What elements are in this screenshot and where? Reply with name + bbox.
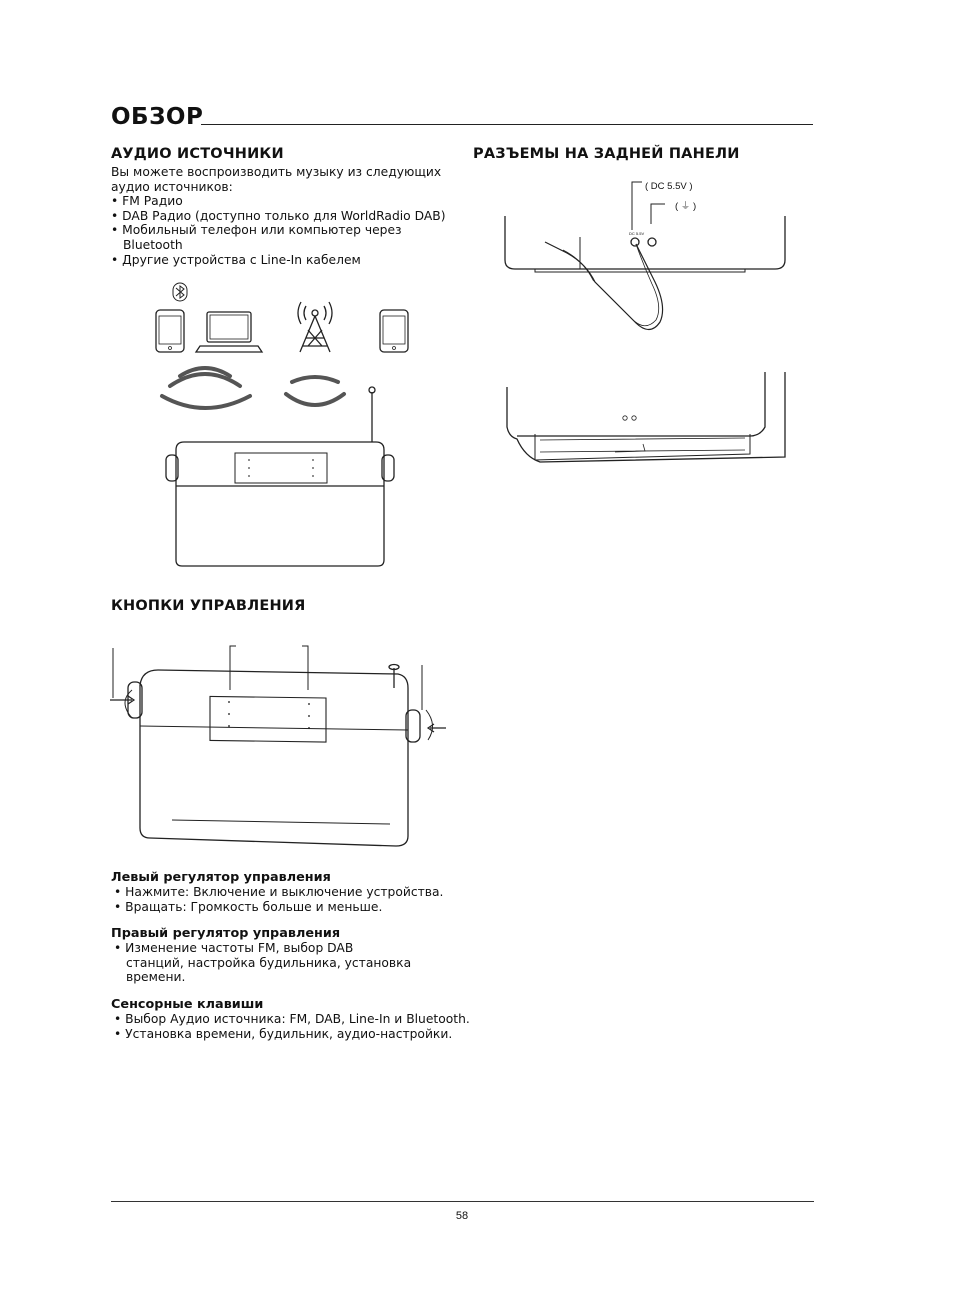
radio-device — [166, 442, 394, 566]
fuse-label: ( ⏚ ) — [675, 201, 697, 212]
audio-sources-heading: АУДИО ИСТОЧНИКИ — [111, 146, 284, 162]
page-number: 58 — [455, 1210, 469, 1222]
radio-tower-icon — [298, 302, 332, 352]
rear-panel-illustration — [495, 172, 795, 472]
controls-heading: КНОПКИ УПРАВЛЕНИЯ — [111, 598, 306, 614]
list-item: • Другие устройства с Line-In кабелем — [111, 252, 361, 267]
wireless-waves-icon — [162, 368, 344, 408]
list-item: • DAB Радио (доступно только для WorldRadio DAB) — [111, 208, 446, 223]
left-knob-title: Левый регулятор управления — [111, 870, 331, 885]
title-rule — [201, 124, 813, 125]
list-item: • Установка времени, будильник, аудио-настройки. — [114, 1026, 453, 1041]
smartphone-icon — [380, 310, 408, 352]
list-item: • FM Радио — [111, 194, 183, 209]
dc-label: ( DC 5.5V ) — [645, 181, 693, 192]
laptop-icon — [196, 312, 262, 352]
rear-panel-heading: РАЗЪЕМЫ НА ЗАДНЕЙ ПАНЕЛИ — [473, 146, 740, 162]
controls-illustration — [110, 640, 450, 855]
right-knob-title: Правый регулятор управления — [111, 926, 341, 942]
list-item: • Мобильный телефон или компьютер через Bluetooth — [111, 223, 402, 252]
list-item: • Нажмите: Включение и выключение устройства. — [114, 885, 444, 899]
footer-rule — [111, 1201, 814, 1202]
bluetooth-icon — [173, 283, 187, 301]
svg-text:DC 5.5V: DC 5.5V — [629, 231, 645, 236]
audio-sources-intro: Вы можете воспроизводить музыку из следующих аудио источников: — [111, 165, 442, 194]
page-title: ОБЗОР — [111, 104, 204, 130]
audio-sources-illustration — [140, 280, 420, 580]
list-item: • Выбор Аудио источника: FM, DAB, Line-In и Bluetooth. — [114, 1011, 470, 1026]
list-item: • Вращать: Громкость больше и меньше. — [114, 899, 383, 914]
smartphone-icon — [156, 310, 184, 352]
touch-keys-title: Сенсорные клавиши — [111, 996, 264, 1012]
audio-sources-text — [111, 165, 451, 267]
list-item: • Изменение частоты FM, выбор DAB станций, настройка будильника, установка времени. — [114, 941, 412, 985]
controls-descriptions — [111, 870, 471, 1041]
